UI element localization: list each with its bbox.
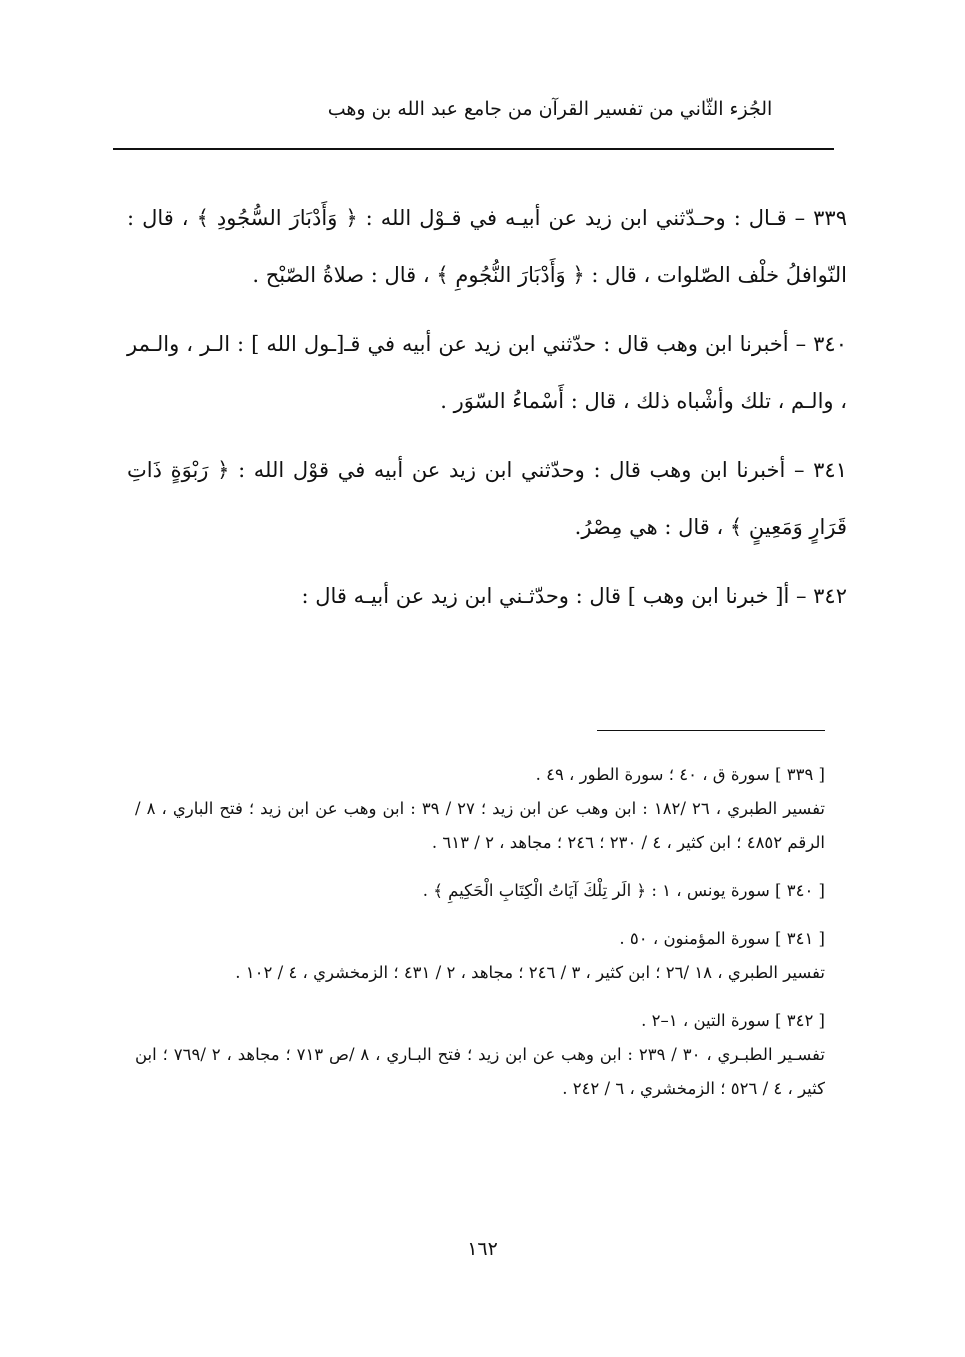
footnote-rule xyxy=(597,730,825,731)
footnote-342 xyxy=(135,1004,825,1106)
footnotes xyxy=(135,758,825,1120)
footnote-line: تفسير الطبري ، ١٨ /٢٦ ؛ ابن كثير ، ٣ / ٢٤٦ ؛ مجاهد ، ٢ / ٤٣١ ؛ الزمخشري ، ٤ / ١٠٢ . xyxy=(235,963,825,982)
header-rule xyxy=(113,148,834,150)
entry-342: ٣٤٢ – أ[ خبرنا ابن وهب ] قال : وحدّثـني ابن زيد عن أبيـه قال : xyxy=(301,584,847,608)
entry-340: ٣٤٠ – أخبرنا ابن وهب قال : حدّثني ابن زيد عن أبيه في قـ[ـول الله ] : الـر ، والـمر ، والـم ، تلك وأشْباه ذلك ، قال : أَسْماءُ السّوَر . xyxy=(127,332,847,413)
entry-341: ٣٤١ – أخبرنا ابن وهب قال : وحدّثني ابن زيد عن أبيه في قوْل الله : ﴿ رَبْوَةٍ ذَاتِ قَرَارٍ وَمَعِينٍ ﴾ ، قال : هي مِصْرُ. xyxy=(127,458,847,539)
entry-339: ٣٣٩ – قـال : وحـدّثني ابن زيد عن أبيـه في قـوْل الله : ﴿ وَأَدْبَارَ السُّجُودِ ﴾ ، قال : النّوافلُ خلْف الصّلوات ، قال : ﴿ وَأَدْبَارَ النُّجُومِ ﴾ ، قال : صلاةُ الصّبْح . xyxy=(127,206,847,287)
footnote-line: تفسـير الطبـري ، ٣٠ / ٢٣٩ : ابن وهب عن ابن زيد ؛ فتح البـاري ، ٨ /ص ٧١٣ ؛ مجاهد ، ٢ /٧٦٩ ؛ ابن كثير ، ٤ / ٥٢٦ ؛ الزمخشري ، ٦ / ٢٤٢ . xyxy=(135,1045,825,1098)
footnote-line: [ ٣٤١ ] سورة المؤمنون ، ٥٠ . xyxy=(619,929,825,948)
footnote-341 xyxy=(135,922,825,990)
footnote-line: [ ٣٤٠ ] سورة يونس ، ١ : ﴿ الَر تِلْكَ آيَاتُ الْكِتَابِ الْحَكِيمِ ﴾ . xyxy=(422,881,825,900)
footnote-339 xyxy=(135,758,825,860)
running-title: الجُزء الثّاني من تفسير القرآن من جامع عبد الله بن وهب xyxy=(327,98,773,120)
footnote-line: تفسير الطبري ، ٢٦ /١٨٢ : ابن وهب عن ابن زيد ؛ ٢٧ / ٣٩ : ابن وهب عن ابن زيد ؛ فتح الباري ، ٨ /الرقم ٤٨٥٢ ؛ ابن كثير ، ٤ / ٢٣٠ ؛ ٢٤٦ ؛ مجاهد ، ٢ / ٦١٣ . xyxy=(135,799,826,852)
footnote-line: [ ٣٣٩ ] سورة ق ، ٤٠ ؛ سورة الطور ، ٤٩ . xyxy=(535,765,825,784)
footnote-340 xyxy=(135,874,825,908)
page-number: ١٦٢ xyxy=(467,1238,498,1260)
main-text xyxy=(127,190,847,635)
footnote-line: [ ٣٤٢ ] سورة التين ، ١–٢ . xyxy=(641,1011,825,1030)
